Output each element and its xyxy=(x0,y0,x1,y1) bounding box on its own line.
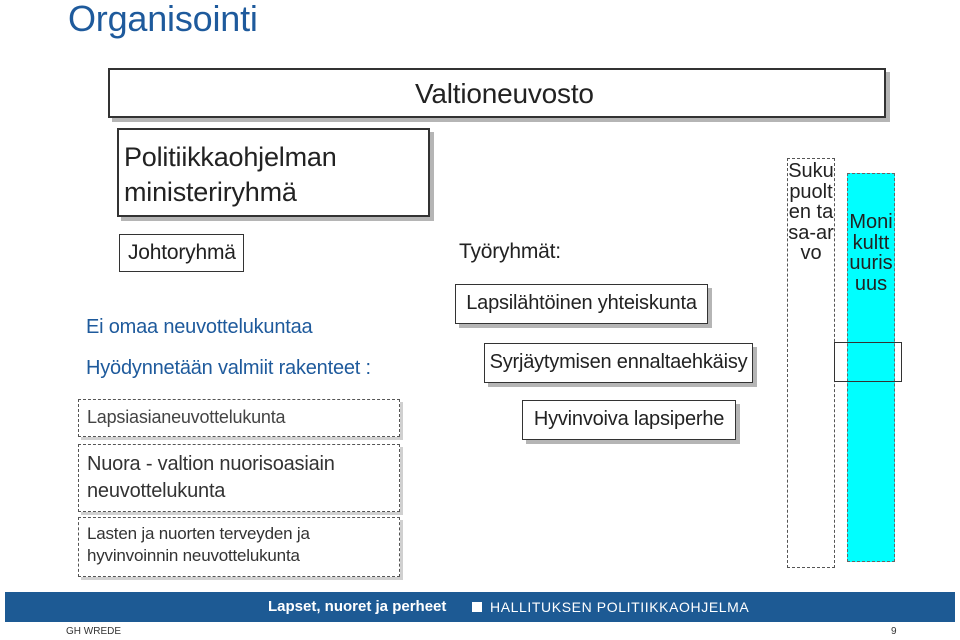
ministerial-group-box xyxy=(117,128,430,217)
page-title: Organisointi xyxy=(68,0,258,39)
committee-label-3: Lasten ja nuorten terveyden ja hyvinvoinnin neuvottelukunta xyxy=(87,524,310,565)
steering-group-box xyxy=(119,234,244,272)
uses-existing-text: Hyödynnetään valmiit rakenteet : xyxy=(86,357,371,379)
steering-group-label: Johtoryhmä xyxy=(128,241,236,264)
working-group-box-2 xyxy=(484,343,753,383)
valtioneuvosto-box xyxy=(108,68,886,118)
committee-label-2: Nuora - valtion nuorisoasiain neuvottelukunta xyxy=(87,453,335,502)
working-groups-label: Työryhmät: xyxy=(459,240,561,263)
page-number: 9 xyxy=(891,626,897,637)
banner-right-text: HALLITUKSEN POLITIIKKAOHJELMA xyxy=(490,599,750,615)
committee-box-2 xyxy=(78,444,400,512)
working-group-box-3 xyxy=(522,400,736,440)
committee-box-3 xyxy=(78,517,400,577)
multiculturalism-outline xyxy=(834,342,902,382)
footer-author: GH WREDE xyxy=(66,626,121,637)
no-own-committee-text: Ei omaa neuvottelukuntaa xyxy=(86,316,313,338)
committee-box-1 xyxy=(78,399,400,437)
banner-square-icon xyxy=(472,602,482,612)
committee-label-1: Lapsiasianeuvottelukunta xyxy=(87,407,286,427)
working-group-box-1 xyxy=(455,284,708,324)
valtioneuvosto-label: Valtioneuvosto xyxy=(415,78,594,109)
working-group-label-1: Lapsilähtöinen yhteiskunta xyxy=(466,292,697,314)
working-group-label-2: Syrjäytymisen ennaltaehkäisy xyxy=(489,351,748,373)
ministerial-group-label: Politiikkaohjelman ministeriryhmä xyxy=(124,142,337,207)
working-group-label-3: Hyvinvoiva lapsiperhe xyxy=(533,408,725,430)
gender-equality-label: Sukupuolten tasa-arvo xyxy=(788,160,834,264)
gender-equality-column xyxy=(787,158,835,568)
banner-left-text: Lapset, nuoret ja perheet xyxy=(268,598,447,615)
multiculturalism-label: Monikulttuurisuus xyxy=(849,211,893,295)
